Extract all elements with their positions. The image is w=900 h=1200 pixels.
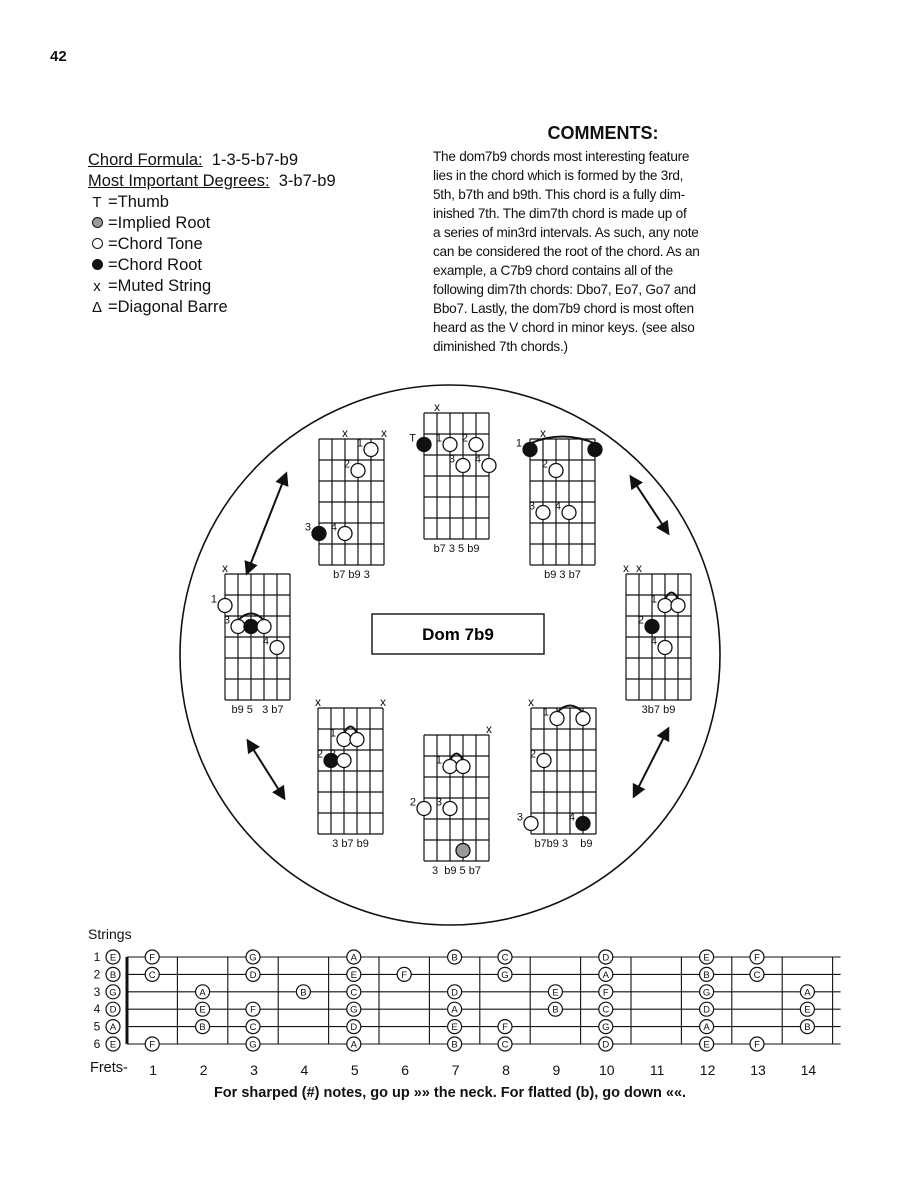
finger-number: 2 xyxy=(461,432,468,445)
legend-chord-root-label: =Chord Root xyxy=(108,256,203,274)
chord-degrees-label: b7 3 5 b9 xyxy=(433,543,480,555)
finger-number: 3 xyxy=(435,796,442,809)
chord-diagram-bottom-center xyxy=(410,722,492,877)
chord-tone-dot xyxy=(337,733,351,747)
chord-degrees-label: 3b7 b9 xyxy=(641,704,676,716)
fretboard-note-letter: C xyxy=(753,969,761,981)
chord-tone-dot xyxy=(456,760,470,774)
fretboard-note-letter: F xyxy=(502,1022,508,1034)
fret-number: 3 xyxy=(250,1062,258,1078)
diagonal-barre-icon: Δ xyxy=(91,299,103,316)
chord-root-dot xyxy=(576,817,590,831)
comments-title: COMMENTS: xyxy=(547,123,659,143)
fret-number: 12 xyxy=(699,1062,716,1078)
fretboard-note-letter: D xyxy=(350,1022,358,1034)
fretboard-note-letter: E xyxy=(703,952,710,964)
string-number: 6 xyxy=(93,1037,101,1051)
footer-note: For sharped (#) notes, go up »» the neck. For flatted (b), go down ««. xyxy=(213,1085,687,1101)
fretboard-note-letter: F xyxy=(602,987,609,999)
chord-tone-dot xyxy=(231,620,245,634)
fretboard-note-letter: E xyxy=(109,952,117,964)
important-degrees-value: 3-b7-b9 xyxy=(278,172,336,190)
chord-diagram-top-right xyxy=(516,426,602,581)
finger-number: 1 xyxy=(210,593,217,606)
strings-label: Strings xyxy=(88,926,132,942)
string-number: 5 xyxy=(93,1019,101,1034)
chord-root-dot xyxy=(244,620,258,634)
fretboard-note-letter: A xyxy=(451,1004,458,1016)
chord-tone-dot xyxy=(482,459,496,473)
legend-muted-string-label: =Muted String xyxy=(108,277,212,295)
muted-string-icon: x xyxy=(528,695,534,709)
fretboard-note-letter: G xyxy=(602,1022,610,1034)
chord-tone-dot xyxy=(351,464,365,478)
fretboard-note-letter: C xyxy=(148,969,156,981)
fretboard-note-letter: F xyxy=(149,952,156,964)
fretboard-note-letter: F xyxy=(250,1004,256,1016)
fretboard-note-letter: G xyxy=(109,987,117,999)
fretboard-note-letter: B xyxy=(199,1022,206,1034)
comments-line: lies in the chord which is formed by the 3rd, xyxy=(433,168,684,183)
fret-number: 10 xyxy=(599,1062,615,1078)
implied-root-dot xyxy=(456,844,470,858)
chord-tone-dot xyxy=(443,438,457,452)
fretboard-note-letter: A xyxy=(703,1022,710,1034)
fretboard-note-letter: B xyxy=(804,1022,811,1034)
fretboard-note-letter: A xyxy=(804,987,811,999)
chord-tone-dot xyxy=(658,599,672,613)
chord-tone-dot xyxy=(456,459,470,473)
fretboard-note-letter: E xyxy=(804,1004,811,1016)
comments-line: The dom7b9 chords most interesting feature xyxy=(433,149,690,164)
fretboard-diagram xyxy=(94,950,841,1078)
string-number: 1 xyxy=(93,950,101,964)
chord-tone-dot xyxy=(364,443,378,457)
chord-tone-dot xyxy=(671,599,685,613)
finger-number: 1 xyxy=(435,432,442,445)
chord-root-dot xyxy=(417,438,431,452)
fretboard-note-letter: B xyxy=(451,952,458,964)
finger-number: 4 xyxy=(650,635,657,648)
chord-formula-label: Chord Formula: xyxy=(88,151,203,169)
finger-number: 4 xyxy=(262,635,269,648)
muted-string-icon: x xyxy=(381,426,387,440)
comments-line: diminished 7th chords.) xyxy=(433,339,568,354)
fretboard-note-letter: A xyxy=(350,1039,357,1051)
chord-degrees-label: 3 b9 5 b7 xyxy=(432,865,481,877)
fretboard-note-letter: A xyxy=(199,987,206,999)
fretboard-note-letter: B xyxy=(451,1039,458,1051)
chord-formula-value: 1-3-5-b7-b9 xyxy=(211,151,299,169)
finger-number: 3 xyxy=(223,614,230,627)
fretboard-note-letter: C xyxy=(249,1022,257,1034)
comments-line: a series of min3rd intervals. As such, any note xyxy=(433,225,699,240)
string-number: 3 xyxy=(93,984,101,999)
finger-number: 1 xyxy=(435,754,442,767)
chord-root-dot xyxy=(588,443,602,457)
fretboard-note-letter: B xyxy=(109,969,117,981)
chord-tone-dot xyxy=(270,641,284,655)
fretboard-note-letter: D xyxy=(602,952,610,964)
fretboard-note-letter: A xyxy=(350,952,357,964)
fretboard-note-letter: E xyxy=(109,1039,117,1051)
fretboard-note-letter: F xyxy=(754,1039,760,1051)
chord-tone-dot xyxy=(537,754,551,768)
fretboard-note-letter: F xyxy=(754,952,760,964)
fretboard-note-letter: F xyxy=(401,969,408,981)
chord-tone-dot xyxy=(218,599,232,613)
chord-degrees-label: b9 5 3 b7 xyxy=(231,704,284,716)
fretboard-note-letter: C xyxy=(350,987,358,999)
finger-number: 1 xyxy=(356,437,363,450)
chord-root-dot xyxy=(312,527,326,541)
muted-string-icon: x xyxy=(636,561,642,575)
page-number: 42 xyxy=(50,48,67,65)
chord-tone-dot xyxy=(549,464,563,478)
fretboard-note-letter: E xyxy=(552,987,559,999)
finger-number: 3 xyxy=(516,811,523,824)
legend-thumb-label: =Thumb xyxy=(108,193,169,211)
finger-number: 4 xyxy=(568,811,575,824)
muted-string-icon: x xyxy=(380,695,386,709)
double-arrow-icon xyxy=(248,741,284,798)
finger-number: 1 xyxy=(515,437,522,450)
fretboard-note-letter: C xyxy=(501,1039,509,1051)
finger-number: 1 xyxy=(329,727,336,740)
finger-number: 1 xyxy=(542,706,549,719)
fret-number: 13 xyxy=(750,1062,766,1078)
fretboard-note-letter: B xyxy=(300,987,307,999)
fretboard-note-letter: D xyxy=(109,1004,117,1016)
fret-number: 9 xyxy=(552,1062,561,1078)
finger-number: 2 xyxy=(637,614,644,627)
fretboard-note-letter: D xyxy=(703,1004,711,1016)
fretboard-note-letter: F xyxy=(149,1039,156,1051)
fretboard-note-letter: E xyxy=(451,1022,458,1034)
chord-root-dot xyxy=(523,443,537,457)
finger-number: T xyxy=(409,432,416,445)
fret-number: 4 xyxy=(300,1062,309,1078)
finger-number: 2 xyxy=(316,748,323,761)
finger-number: 2 xyxy=(541,458,548,471)
finger-number: 4 xyxy=(554,500,561,513)
comments-line: inished 7th. The dim7th chord is made up of xyxy=(433,206,687,221)
chord-diagram-bottom-left xyxy=(315,695,386,850)
fret-number: 14 xyxy=(800,1062,817,1078)
fretboard-note-letter: A xyxy=(109,1022,117,1034)
chord-tone-dot xyxy=(536,506,550,520)
fretboard-note-letter: C xyxy=(602,1004,610,1016)
finger-number: 2 xyxy=(529,748,536,761)
finger-number: 2 xyxy=(343,458,350,471)
muted-string-icon: x xyxy=(486,722,492,736)
fret-number: 1 xyxy=(149,1062,158,1078)
chord-diagram-top-center xyxy=(409,400,496,555)
string-number: 4 xyxy=(93,1002,101,1017)
fret-number: 8 xyxy=(502,1062,510,1078)
finger-number: 1 xyxy=(650,593,657,606)
chord-diagram-bottom-right xyxy=(517,695,596,850)
comments-line: 5th, b7th and b9th. This chord is a fully dim- xyxy=(433,187,685,202)
double-arrow-icon xyxy=(634,729,668,796)
chord-tone-dot xyxy=(337,754,351,768)
comments-line: heard as the V chord in minor keys. (see also xyxy=(433,320,695,335)
finger-number: 4 xyxy=(330,521,337,534)
chord-tone-dot xyxy=(338,527,352,541)
chord-tone-dot xyxy=(350,733,364,747)
comments-line: can be considered the root of the chord. As an xyxy=(433,244,700,259)
chord-tone-dot xyxy=(658,641,672,655)
chord-degrees-label: b7b9 3 b9 xyxy=(534,838,593,850)
chord-diagram-left xyxy=(211,561,290,716)
fret-number: 2 xyxy=(199,1062,208,1078)
muted-string-icon: x xyxy=(623,561,629,575)
finger-number: 2 xyxy=(409,796,416,809)
thumb-symbol: T xyxy=(92,194,102,211)
finger-number: 3 xyxy=(448,453,455,466)
fretboard-note-letter: C xyxy=(501,952,509,964)
muted-string-icon: x xyxy=(222,561,228,575)
finger-number: 4 xyxy=(474,453,481,466)
string-number: 2 xyxy=(93,967,101,982)
muted-string-icon: x xyxy=(540,426,546,440)
chord-tone-dot xyxy=(443,802,457,816)
fretboard-note-letter: G xyxy=(249,952,257,964)
center-label: Dom 7b9 xyxy=(422,625,494,644)
muted-string-icon: x xyxy=(93,278,101,295)
fretboard-note-letter: G xyxy=(249,1039,257,1051)
fretboard-note-letter: A xyxy=(602,969,609,981)
chord-tone-dot xyxy=(562,506,576,520)
fretboard-note-letter: B xyxy=(703,969,710,981)
fret-number: 7 xyxy=(451,1062,460,1078)
important-degrees-label: Most Important Degrees: xyxy=(88,172,270,190)
chord-tone-dot xyxy=(443,760,457,774)
fretboard-note-letter: E xyxy=(703,1039,710,1051)
chord-tone-dot xyxy=(576,712,590,726)
chord-degrees-label: b7 b9 3 xyxy=(333,569,370,581)
chord-degrees-label: b9 3 b7 xyxy=(544,569,581,581)
chord-tone-dot xyxy=(524,817,538,831)
chord-degrees-label: 3 b7 b9 xyxy=(332,838,369,850)
fretboard-note-letter: G xyxy=(350,1004,358,1016)
legend-chord-tone-label: =Chord Tone xyxy=(108,235,203,253)
fretboard-note-letter: G xyxy=(702,987,711,999)
fretboard-note-letter: D xyxy=(602,1039,610,1051)
fretboard-note-letter: B xyxy=(552,1004,559,1016)
fret-number: 6 xyxy=(401,1062,410,1078)
muted-string-icon: x xyxy=(342,426,348,440)
chord-tone-dot xyxy=(469,438,483,452)
legend-implied-root-label: =Implied Root xyxy=(108,214,211,232)
fret-number: 11 xyxy=(649,1062,665,1078)
muted-string-icon: x xyxy=(434,400,440,414)
chord-root-dot xyxy=(645,620,659,634)
chord-tone-dot xyxy=(417,802,431,816)
finger-number: 3 xyxy=(329,748,336,761)
comments-line: example, a C7b9 chord contains all of the xyxy=(433,263,673,278)
muted-string-icon: x xyxy=(315,695,321,709)
fretboard-note-letter: G xyxy=(501,969,509,981)
fretboard-note-letter: D xyxy=(249,969,257,981)
double-arrow-icon xyxy=(631,477,668,533)
fretboard-note-letter: E xyxy=(199,1004,206,1016)
frets-label: Frets- xyxy=(90,1060,128,1076)
fret-number: 5 xyxy=(350,1062,359,1078)
chord-diagram-right xyxy=(623,561,691,716)
chord-tone-dot xyxy=(550,712,564,726)
comments-line: Bbo7. Lastly, the dom7b9 chord is most often xyxy=(433,301,694,316)
comments-line: following dim7th chords: Dbo7, Eo7, Go7 and xyxy=(433,282,696,297)
finger-number: 3 xyxy=(304,521,311,534)
fretboard-note-letter: E xyxy=(350,969,357,981)
fretboard-note-letter: D xyxy=(451,987,459,999)
chord-diagram-top-left xyxy=(305,426,387,581)
finger-number: 3 xyxy=(528,500,535,513)
legend-diagonal-barre-label: =Diagonal Barre xyxy=(108,298,228,316)
double-arrow-icon xyxy=(247,474,286,573)
chord-tone-dot xyxy=(257,620,271,634)
